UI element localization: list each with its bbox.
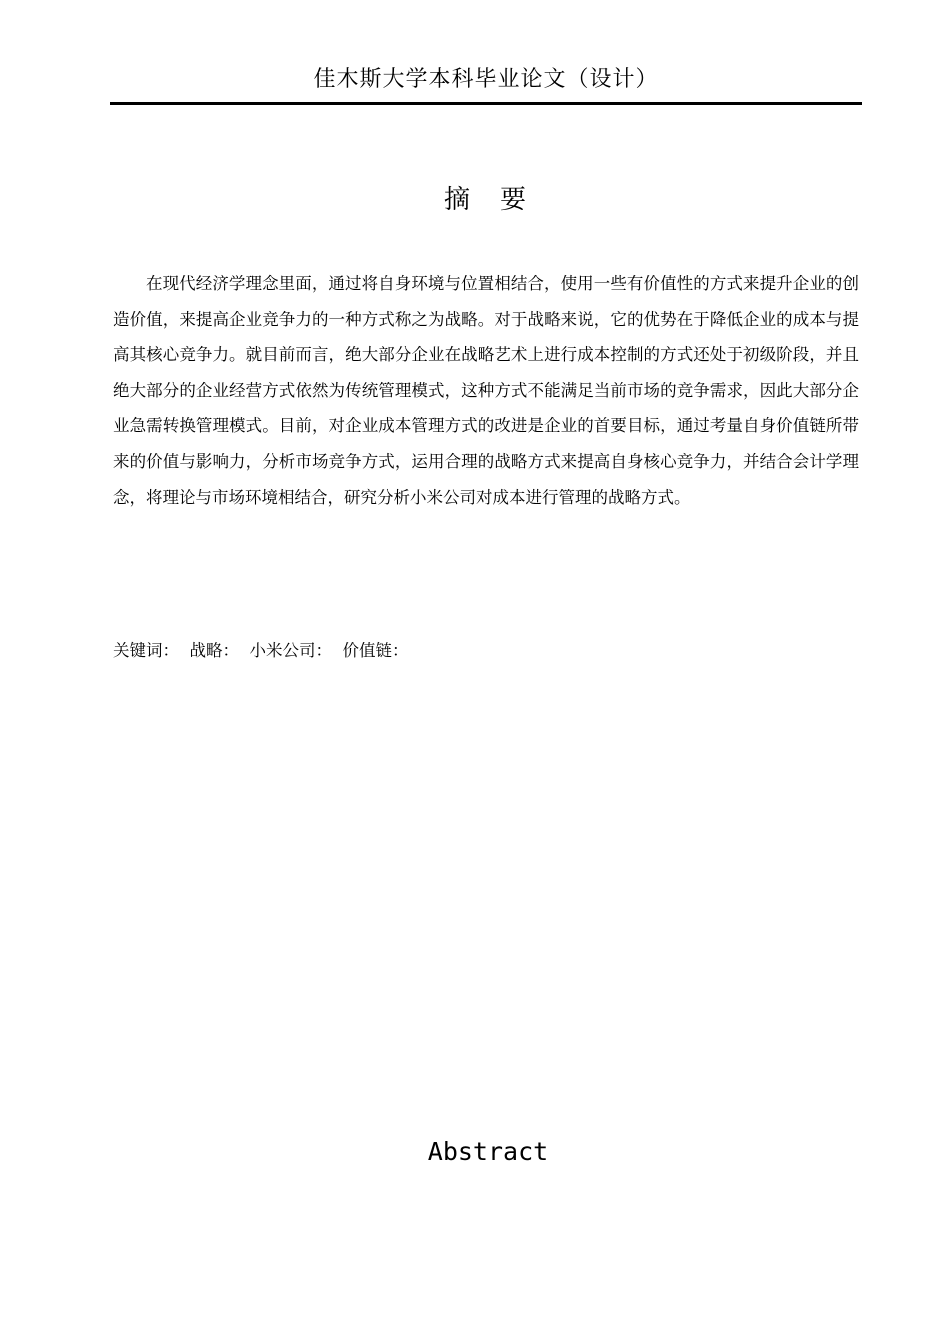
page-header: 佳木斯大学本科毕业论文（设计） [313, 67, 659, 92]
header-rule [110, 102, 862, 105]
keywords-line: 关键词： 战略： 小米公司： 价值链： [113, 641, 409, 660]
abstract-body: 在现代经济学理念里面，通过将自身环境与位置相结合，使用一些有价值性的方式来提升企业的创造价值，来提高企业竞争力的一种方式称之为战略。对于战略来说，它的优势在于降低企业的成本与提高其核心竞争力。就目前而言，绝大部分企业在战略艺术上进行成本控制的方式还处于初级阶段，并且绝大部分的企业经营方式依然为传统管理模式，这种方式不能满足当前市场的竞争需求，因此大部分企业急需转换管理模式。目前，对企业成本管理方式的改进是企业的首要目标，通过考量自身价值链所带来的价值与影响力，分析市场竞争方式，运用合理的战略方式来提高自身核心竞争力，并结合会计学理念，将理论与市场环境相结合，研究分析小米公司对成本进行管理的战略方式。 [113, 274, 859, 507]
abstract-title: 摘 要 [443, 185, 528, 215]
english-abstract-title: Abstract [427, 1137, 549, 1166]
